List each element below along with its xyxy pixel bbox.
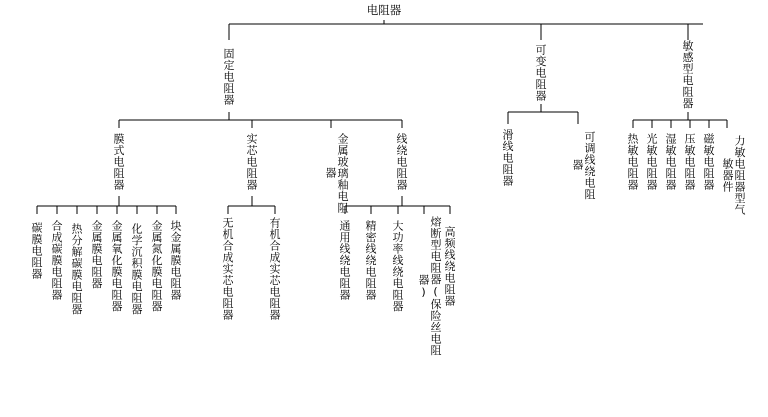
- node-inorganic-solid-resistor: 无机合成实芯电阻器: [221, 217, 234, 321]
- node-fusible-resistor: 熔断型电阻器(保险丝电阻器): [417, 216, 442, 356]
- node-film-resistor: 膜式电阻器: [112, 133, 125, 191]
- node-metal-film-resistor: 金属膜电阻器: [90, 219, 103, 289]
- node-metal-oxide-film-resistor: 金属氧化膜电阻器: [110, 220, 123, 312]
- node-wirewound-resistor: 线绕电阻器: [395, 133, 408, 191]
- node-high-power-wirewound-resistor: 大功率线绕电阻器: [391, 220, 404, 312]
- node-variable-resistor: 可变电阻器: [534, 44, 547, 102]
- node-adjustable-wirewound-resistor: 可调线绕电阻器: [571, 130, 596, 200]
- node-root: 电阻器: [366, 3, 402, 17]
- node-photoresistor: 光敏电阻器: [645, 133, 658, 191]
- node-precision-wirewound-resistor: 精密线绕电阻器: [364, 219, 377, 301]
- node-thermistor: 热敏电阻器: [626, 133, 639, 191]
- node-magneto-sensitive-resistor: 磁敏电阻器: [702, 133, 715, 191]
- node-bulk-metal-film-resistor: 块金属膜电阻器: [169, 219, 182, 301]
- node-general-wirewound-resistor: 通用线绕电阻器: [338, 219, 351, 301]
- node-synthetic-carbon-film-resistor: 合成碳膜电阻器: [50, 219, 63, 301]
- node-slide-wire-resistor: 滑线电阻器: [501, 129, 514, 187]
- node-carbon-film-resistor: 碳膜电阻器: [30, 222, 43, 280]
- node-organic-solid-resistor: 有机合成实芯电阻器: [268, 217, 281, 321]
- node-fixed-resistor: 固定电阻器: [222, 48, 235, 106]
- node-pyrolytic-carbon-film-resistor: 热分解碳膜电阻器: [70, 223, 83, 315]
- node-sensitive-resistor: 敏感型电阻器: [681, 39, 694, 109]
- node-metal-nitride-film-resistor: 金属氮化膜电阻器: [150, 220, 163, 312]
- node-varistor: 压敏电阻器: [683, 133, 696, 191]
- node-solid-core-resistor: 实芯电阻器: [245, 133, 258, 191]
- node-metal-glaze-resistor: 金属玻璃釉电阻器: [324, 132, 349, 214]
- node-high-frequency-wirewound-resistor: 高频线绕电阻器: [443, 225, 456, 307]
- node-humidity-sensitive-resistor: 湿敏电阻器: [664, 133, 677, 191]
- node-force-sensitive-gas-sensitive-device: 力敏电阻器型气敏器件: [721, 134, 746, 216]
- node-chemical-deposition-film-resistor: 化学沉积膜电阻器: [130, 223, 143, 315]
